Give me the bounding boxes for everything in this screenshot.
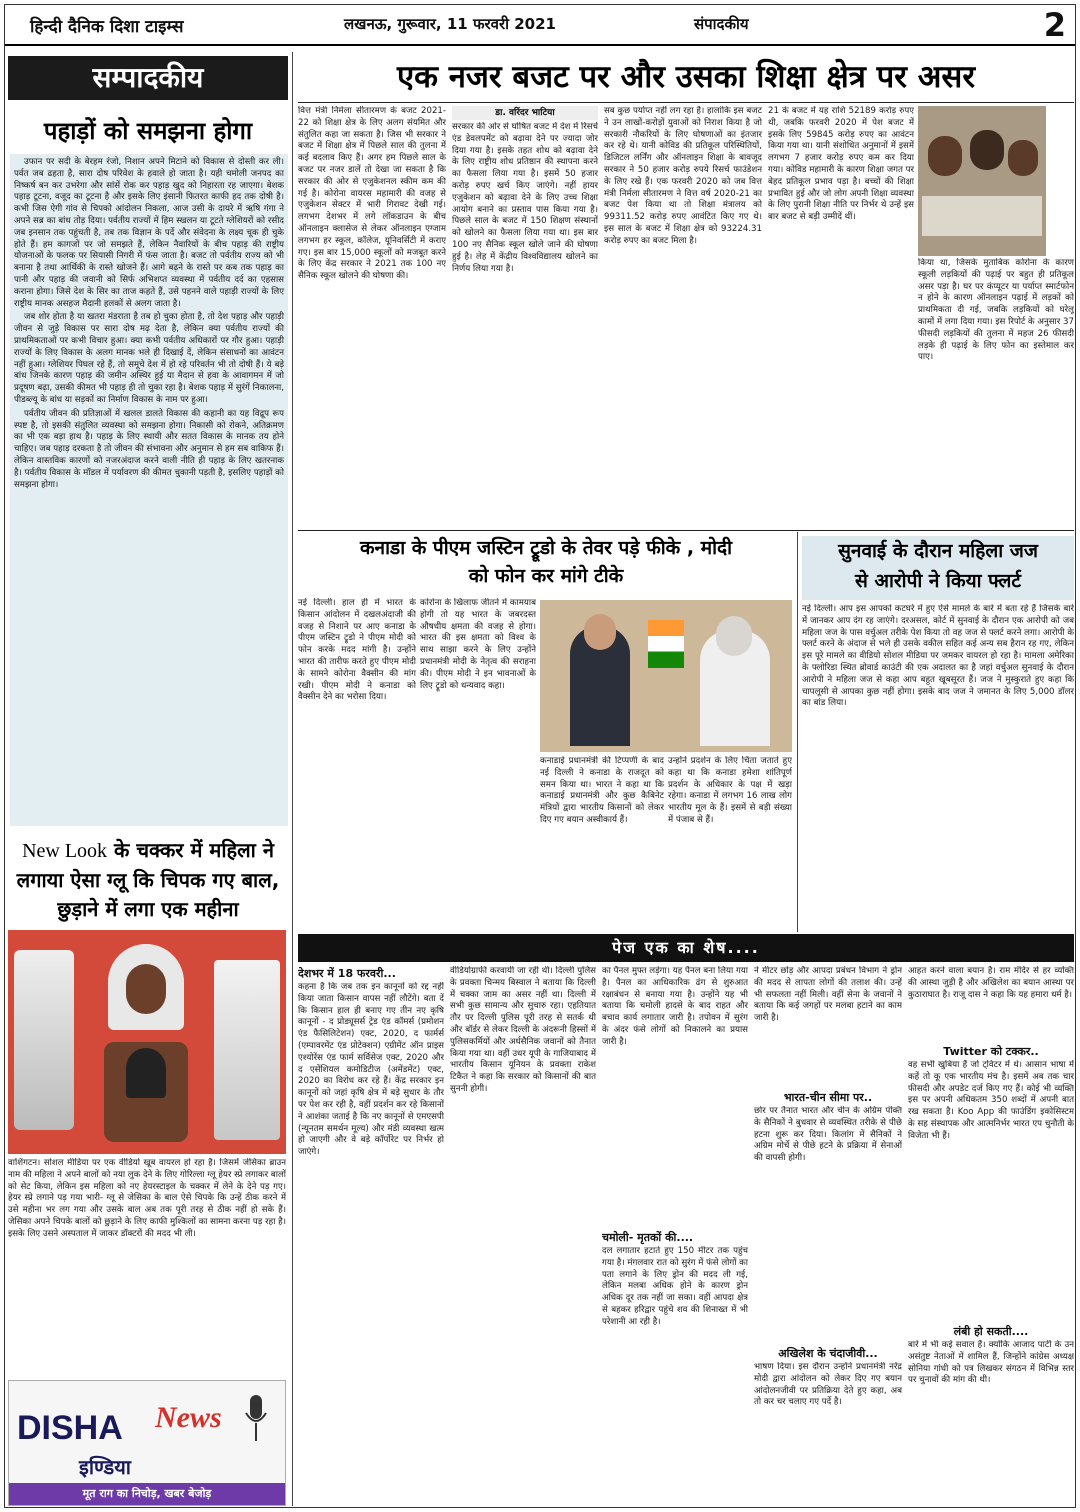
trudeau-column-2: कोरोना के खिलाफ जीतने में कामयाब होगी तो यह भारत के जबरदस्त औषधीय क्षमता की वजह से होगा। भारत की इस क्षमता को विश्व के साथ साझा करने के लिए उन्होंने प्रधानमंत्री मोदी के नेतृत्व की सराहना की। पीएम मोदी ने इन भावनाओं के लिए ट्रूडो को धन्यवाद कहा। [420,598,536,691]
budget-column-1: वित्त मंत्री निर्मला सीतारमण के बजट 2021-22 को शिक्षा क्षेत्र के लिए अलग संयमित और संतुलित कहा जा सकता है। जिस भी सरकार ने बजट में शिक्षा क्षेत्र में पिछले साल की तुलना में कई बदलाव किए हैं। अगर हम पिछले साल के बजट पर नजर डालें तो देखा जा सकता है कि सरकार की ओर से एजुकेशनल स्कीम कम की गई है। कोरोना वायरस महामारी की वजह से एजुकेशन सेक्टर में भारी गिरावट देखी गई। लगभग देशभर में लगे लॉकडाउन के बीच ऑनलाइन क्लासेज से लेकर ऑनलाइन एग्जाम लगभग हर स्कूल, कॉलेज, यूनिवर्सिटी में कराए गए। इस बार 15,000 स्कूलों को मजबूत करने के लिए केंद्र सरकार ने 2021 तक 100 नए सैनिक स्कूल खोलने की घोषणा की। [298,106,446,282]
budget-column-3: सब कुछ पर्याप्त नहीं लग रहा है। हालांकि इस बजट ने उन लाखों-करोड़ों युवाओं को निराश किया है जो सरकारी नौकरियों के लिए घोषणाओं का इंतजार कर रहे थे। यानी कोविड की प्रतिकूल परिस्थितियों, डिजिटल लर्निंग और ऑनलाइन शिक्षा के बावजूद सरकार ने 50 हजार करोड़ रुपये रिसर्च फाउंडेशन के लिए रखे हैं। एक फरवरी 2020 को जब वित्त मंत्री निर्मला सीतारमण ने वित्त वर्ष 2020-21 का बजट पेश किया था तो शिक्षा मंत्रालय को 99311.52 करोड़ रुपए आवंटित किए गए थे। इस साल के बजट में शिक्षा क्षेत्र को 93224.31 करोड़ रुपए का बजट मिला है। [604,106,762,246]
budget-headline: एक नजर बजट पर और उसका शिक्षा क्षेत्र पर असर [396,59,976,95]
ram-mandir-body: आहत करने वाला बयान है। राम मंदिर से हर व्यक्ति की आस्था जुड़ी है और अखिलेश का बयान आस्था पर कुठाराघात है। राजू दास ने कहा कि यह हमारा धर्म है। [908,966,1074,1000]
gorilla-glue-photo [8,930,286,1154]
section-label: संपादकीय [694,15,749,33]
disha-tagline: मूत राग का निचोड़, खबर बेजोड़ [9,1483,285,1505]
disha-news-ad [8,1380,286,1506]
editorial-body [10,154,288,826]
azad-body: बारे में भी कई सवाल हैं। क्योंकि आजाद पार्टी के उन असंतुष्ट नेताओं में शामिल हैं, जिन्होंने कांग्रेस अध्यक्ष सोनिया गांधी को पत्र लिखकर संगठन में विभिन्न स्तर पर चुनावों की मांग की थी। [908,1340,1074,1386]
disha-brand-news: News [155,1401,222,1434]
newlook-headline-en: New Look [22,840,108,862]
judge-headline-line1: सुनवाई के दौरान महिला जज [838,540,1038,562]
glue-can-image [214,960,280,1140]
modi-trudeau-photo [540,600,792,752]
india-china-body: छोर पर तैनात भारत और चीन के अग्रिम पंक्ति के सैनिकों ने बुधवार से व्यवस्थित तरीके से पीछे हटना शुरू कर दिया। किलांग में सैनिकों ने अग्रिम मोर्चे से पीछे हटने के प्रक्रिया में सेनाओं की वापसी होगी। [754,1106,902,1164]
chamoli-kicker: चमोली- मृतकों की.... [602,1231,694,1244]
disha-brand-main: DISHA [17,1409,123,1447]
budget-byline: डा. वरिंदर भाटिया [452,106,598,120]
india-china-kicker: भारत-चीन सीमा पर.. [783,1091,873,1104]
chamoli-body: दल लगातार हटाते हुए 150 मीटर तक पहुंच गया है। मंगलवार रात को सुरंग में फंसे लोगों का पता लगाने के लिए ड्रोन की मदद ली गई, लेकिन मलबा अधिक होने के कारण ड्रोन अधिक दूर तक नहीं जा सका। वहीं आपदा क्षेत्र से बहकर हरिद्वार पहुंचे शव की शिनाख्त में भी परेशानी आ रही है। [602,1246,748,1327]
trudeau-headline [298,534,794,594]
trudeau-column-1: नई दिल्ली। हाल ही में भारत के किसान आंदोलन में दखलअंदाजी की वजह से निशाने पर आए कनाडा के पीएम जस्टिन ट्रूडो ने पीएम मोदी को फोन करके मदद मांगी है। उन्होंने भारत की तारीफ करते हुए पीएम मोदी के सामने कोरोना वैक्सीन की मांग रखी। पीएम मोदी ने कनाडा को वैक्सीन देने का भरोसा दिया। [298,598,416,703]
twitter-body: वह सभी खुबिया हैं जो ट्विटर में थे। आसान भाषा में कहें तो कू एक भारतीय मंच है। इसमें अब तक चार फीसदी और अपडेट दर्ज किए गए हैं। कोई भी व्यक्ति इस पर अपनी अधिकतम 350 शब्दों में अपनी बात रख सकता है। Koo App की फाउंडिंग इकोसिस्टम के सह संस्थापक और आत्मनिर्भर भारत एप चुनौती के विजेता भी हैं। [908,1060,1074,1141]
classroom-photo [918,106,1046,256]
trudeau-headline-line2: को फोन कर मांगे टीके [468,565,624,587]
glue-bottle-image [14,950,74,1130]
continued-banner [298,934,1074,962]
judge-headline [802,536,1074,600]
paper-name: हिन्दी दैनिक दिशा टाइम्स [30,17,184,37]
akhilesh-body: भाषण दिया। इस दौरान उन्होंने प्रधानमंत्री नरेंद्र मोदी द्वारा आंदोलन को लेकर दिए गए बयान आंदोलनजीवी पर प्रतिक्रिया देते हुए कहा, अब तो कर चर चलाए गए पर्दे है। [754,1362,902,1408]
newlook-body: वाशिंगटन। सोशल मीडिया पर एक वीडियो खूब वायरल हो रहा है। जिसमें जेसिका ब्राउन नाम की महिला ने अपने बालों को नया लुक देने के लिए गोरिल्ला ग्लू हेयर स्प्रे लगाकर बालों को सेट किया, लेकिन इस महिला को नए हेयरस्टाइल के चक्कर में लेने के देने पड़ गए। हेयर स्प्रे लगाने पड़ गया भारी- ग्लू से जेसिका के बाल ऐसे चिपके कि उन्हें ठीक करने में उसे महीना भर लग गया और उसके बाल अब तक पूरी तरह से ठीक नहीं हो सके हैं। जेसिका अपने चिपके बालों को छुड़ाने के लिए काफी मुश्किलों का सामना करना पड़ रहा है। इसके लिए उसने अस्पताल में जाकर डॉक्टरों की मदद भी ली। [8,1158,286,1239]
woman-photo-top [108,944,184,1030]
editorial-banner [8,56,288,100]
continued-banner-text: पेज एक का शेष.... [612,938,760,957]
disha-brand-sub: इण्डिया [79,1455,131,1479]
editorial-paragraph: जब शोर होता है या खतरा मंडराता है तब हो चुका होता है, तो देश पहाड़ और पहाड़ी जीवन से जुड़े विकास पर सारा दोष मढ़ देता है, लेकिन क्या पर्वतीय राज्यों की प्राथमिकताओं पर कभी विचार हुआ। क्या कभी पर्वतीय अधिकारों पर गौर हुआ। पहाड़ी राज्यों के लिए विकास के अलग मानक भले ही दिखाई दें, लेकिन संसाधनों का आवंटन नहीं हुआ। ग्लेशियर पिघल रहे हैं, तो समूचे देश में हो रहे परिवर्तन भी तो दोषी हैं। ये बड़े बांध जिनके कारण पहाड़ की जमीन अस्थिर हुई या मैदान से हवा के आवागमन में जो प्रदूषण बढ़ा, उसकी कीमत भी पहाड़ ही तो चुका रहा है। बेशक पहाड़ में सुरंगें निकालना, पीडब्ल्यू के बांध या सड़कों का निर्माण विकास के नाम पर हुआ। [14,312,284,405]
microphone-icon [241,1393,271,1445]
farmers-body-2: वीडियोग्राफी करवायी जा रही थी। दिल्ली पुलिस के प्रवक्ता चिन्मय बिस्वाल ने बताया कि दिल्ली में चक्का जाम का असर नहीं था। दिल्ली में सभी कुछ सामान्य और सुचारु रहा। एहतियात तौर पर दिल्ली पुलिस पूरी तरह से सतर्क थी और बॉर्डर से लेकर दिल्ली के अंदरूनी हिस्सों में पुलिसकर्मियों और अर्धसैनिक जवानों को तैनात किया गया था। वहीं उधर यूपी के गाजियाबाद में भारतीय किसान यूनियन के प्रवक्ता राकेश टिकैत ने कहा कि सरकार को किसानों की बात सुननी होगी। [450,966,596,1094]
editorial-title: पहाड़ों को समझना होगा [43,117,253,145]
twitter-kicker: Twitter को टक्कर.. [943,1045,1039,1058]
editorial-banner-text: सम्पादकीय [92,61,204,94]
budget-column-5: किया था, जिसके मुताबिक कोरोना के कारण स्कूली लड़कियों की पढ़ाई पर बहुत ही प्रतिकूल असर पड़ा है। घर पर कंप्यूटर या पर्याप्त स्मार्टफोन न होने के कारण ऑनलाइन पढ़ाई में लड़कों को प्राथमिकता दी गई, जबकि लड़कियों को घरेलू कामों में लगा दिया गया। इस रिपोर्ट के अनुसार 37 फीसदी लड़कियों की तुलना में महज 26 फीसदी लड़के ही पढ़ाई के लिए फोन का इस्तेमाल कर पाए। [918,258,1074,363]
newlook-headline [8,836,288,926]
farmers-kicker: देशभर में 18 फरवरी... [298,967,396,980]
page-number: 2 [1043,6,1066,44]
trudeau-column-3: कनाडाई प्रधानमंत्री की टिप्पणी के बाद नई दिल्ली ने कनाडा के राजदूत को समन किया था। भारत ने कहा था कि कनाडाई प्रधानमंत्री और कुछ कैबिनेट मंत्रियों द्वारा भारतीय किसानों को लेकर दिए गए बयान अस्वीकार्य हैं। [540,756,664,825]
trudeau-column-4: उन्होंने प्रदर्शन के लिए चिंता जताते हुए कहा था कि कनाडा हमेशा शांतिपूर्ण प्रदर्शन के अधिकार के पक्ष में खड़ा रहेगा। कनाडा में लगभग 16 लाख लोग भारतीय मूल के हैं। इसमें से बड़ी संख्या में पंजाब से हैं। [668,756,792,825]
budget-column-2: सरकार की ओर से घोषित बजट में देश में रिसर्च एंड डेवलपमेंट को बढ़ावा देने पर ज्यादा जोर दिया गया है। इसके तहत शोध को बढ़ावा देने के लिए राष्ट्रीय शोध प्रतिष्ठान की स्थापना करने का फैसला लिया गया है। इसमें 50 हजार करोड़ रुपए खर्च किए जाएंगे। नहीं हायर एजुकेशन को बढ़ावा देने के लिए उच्च शिक्षा आयोग बनाने का प्रस्ताव पास किया गया है। पिछले साल के बजट में 150 शिक्षण संस्थानों को खोलने का फैसला लिया गया था। इस बार 100 नए सैनिक स्कूल खोले जाने की घोषणा हुई है। लेह में केंद्रीय विश्वविद्यालय खोलने का निर्णय लिया गया है। [452,122,598,274]
editorial-paragraph: पर्वतीय जीवन की प्रतिज्ञाओं में खलल डालते विकास की कहानी का यह विद्रूप रूप स्पष्ट है, तो इसकी संतुलित व्यवस्था को समझना होगा। निकासी को रोकने, अतिक्रमण का भी एक बड़ा हाथ है। पहाड़ के लिए स्थायी और सतत विकास के मानक तय होने चाहिए। जब पहाड़ दरकता है तो जीवन की संभावना और अनुमान से हम सब वाकिफ हैं। लेकिन वास्तविक कारणों को नजरअंदाज करने वाली नीति ही पहाड़ के लिए खतरनाक है। पर्वतीय विकास के मॉडल में पर्यावरण की कीमत चुकानी पड़ती है, इसलिए पहाड़ों को समझना होगा। [14,408,284,490]
judge-body: नई दिल्ली। आप इस आपको कटघरे में हुए ऐसे मामले के बारे में बता रहे हैं जिसके बारे में जानकर आप दंग रह जाएंगे। दरअसल, कोर्ट में सुनवाई के दौरान एक आरोपी को जब महिला जज के पास वर्चुअल तरीके पेश किया तो वह जज से फ्लर्ट करने लगा। आरोपी के फ्लर्ट करने के अंदाज से भले ही उसके वकील सहित कई अन्य सब हैरान रह गए, लेकिन इस पूरे मामले का वीडियो सोशल मीडिया पर जमकर वायरल हो रहा है। मामला अमेरिका के फ्लोरिडा स्थित ब्रोवार्ड काउंटी की एक अदालत का है जहां वर्चुअल सुनवाई के दौरान आरोपी ने महिला जज से कहा आप बहुत खूबसूरत हैं। जज ने मुस्कुराते हुए कहा कि चापलूसी से आपका कुछ नहीं होगा। इसके बाद जज ने जमानत के लिए 5,000 डॉलर का बांड लिया। [802,604,1074,709]
budget-column-4: 21 के बजट में यह राशि 52189 करोड़ रुपए थी, जबकि फरवरी 2020 में पेश बजट में इसके लिए 59845 करोड़ रुपए का आवंटन किया गया था। यानी संशोधित अनुमानों में इसमें लगभग 7 हजार करोड़ रुपए कम कर दिया गया। कोविड महामारी के कारण शिक्षा जगत पर बेहद प्रतिकूल प्रभाव पड़ा है। बच्चों की शिक्षा प्रभावित हुई और जो लोग अपनी शिक्षा व्यवस्था के लिए पुरानी शिक्षा नीति पर निर्भर थे उन्हें इस बार बजट से बड़ी उम्मीदें थीं। [768,106,914,223]
flags-decoration [648,620,684,668]
masthead [4,4,1076,46]
editorial-paragraph: उफान पर सदी के बेरहम रंजो, निशान अपने मिटाने को विकास से दोस्ती कर ली। पर्वत जब ढहता है, सारा दोष परिवेश के हवाले हो जाता है। यही चमोली जनपद का निष्कर्ष बन कर उभरेगा और सांसें रोक कर पहाड़ खुद को निहारता रह जाएगा। बेशक पहाड़ टूटना, वजूद का टूटना है और इसके लिए इंसानी फितरत काफी हद तक दोषी है। कभी जिस ऐगी गांव से चिपको आंदोलन निकला, आज उसी के दायरे में ऋषि गंगा ने अपने सब्र का बांध तोड़ दिया। पर्वतीय राज्यों में हिम स्खलन या टूटते ग्लेशियरों को रसीद जब इनसान तक पहुंचती है, तब तक विज्ञान के पर्दे और संवेदना के लक्ष्य चूक ही चुके होते हैं। हम कागजों पर जो समझते हैं, लेकिन नैवारियों के बीच पहाड़ की राष्ट्रीय योजनाओं के फलक पर सियासी निगरी में फंस जाता है। बजट तो पर्वतीय राज्य को भी बनाना है तथा आर्थिकी के रास्ते खोजने हैं। आगे बढ़ने के रास्ते पर कब तक पहाड़ का पानी और पहाड़ की जवानी को सिर्फ अभिशप्त व्यवस्था में पर्वतीय दर्द का एहसास कराना होगा। जिसे देश के सिर का ताज कहते हैं, उसे पहनने वाले पहाड़ी राज्यों के लिए राष्ट्रीय मानक असहज मैदानी हलकों से अलग जाता है। [14,157,284,309]
farmers-body-3: का पैनल मुफ्त लड़ेगा। यह पैनल बना लिया गया है। पैनल का आधिकारिक ढंग से शुरुआत रक्षाबंधन से बनाया गया है। उन्होंने यह भी बताया कि चमोली हादसे के बाद राहत और बचाव कार्य लगातार जारी है। तपोवन में सुरंग के अंदर फंसे लोगों को निकालने का प्रयास जारी है। [602,966,748,1047]
woman-photo-bottom [104,1042,188,1142]
judge-headline-line2: से आरोपी ने किया फ्लर्ट [855,570,1021,592]
farmers-body: कहना है कि जब तक इन कानूनों को रद्द नहीं किया जाता किसान वापस नहीं लौटेंगे। बता दें कि किसान हाल ही बनाए गए तीन नए कृषि कानूनों - द प्रोड्यूसर्स ट्रेड एंड कॉमर्स (प्रमोशन एंड फैसिलिटेशन) एक्ट, 2020, द फार्मर्स (एम्पावरमेंट एंड प्रोटेक्शन) एग्रीमेंट ऑन प्राइस एश्योरेंस एंड फार्म सर्विसेज एक्ट, 2020 और द एसेंशियल कमोडिटीज (अमेंडमेंट) एक्ट, 2020 का विरोध कर रहे हैं। केंद्र सरकार इन कानूनों को जहां कृषि क्षेत्र में बड़े सुधार के तौर पर पेश कर रही है, वहीं प्रदर्शन कर रहे किसानों ने आशंका जताई है कि नए कानूनों से एमएसपी (न्यूनतम समर्थन मूल्य) और मंडी व्यवस्था खत्म हो जाएगी और वे बड़े कॉर्पोरेट पर निर्भर हो जाएंगे। [298,982,444,1158]
akhilesh-kicker: अखिलेश के चंदाजीवी... [778,1347,878,1360]
azad-kicker: लंबी हो सकती.... [953,1325,1029,1338]
wire-body: ने मीटर छोड़ और आपदा प्रबंधन विभाग ने ड्रोन की मदद से लापता लोगों की तलाश की। उन्हें भी सफलता नहीं मिली। वहीं सेना के जवानों ने बताया कि कई जगहों पर मलबा हटाने का काम जारी है। [754,966,902,1024]
trudeau-headline-line1: कनाडा के पीएम जस्टिन ट्रूडो के तेवर पड़े फीके , मोदी [359,537,733,559]
newlook-headline-hi: के चक्कर में महिला ने लगाया ऐसा ग्लू कि चिपक गए बाल, छुड़ाने में लगा एक महीना [16,838,280,921]
dateline: लखनऊ, गुरूवार, 11 फरवरी 2021 [344,15,556,33]
